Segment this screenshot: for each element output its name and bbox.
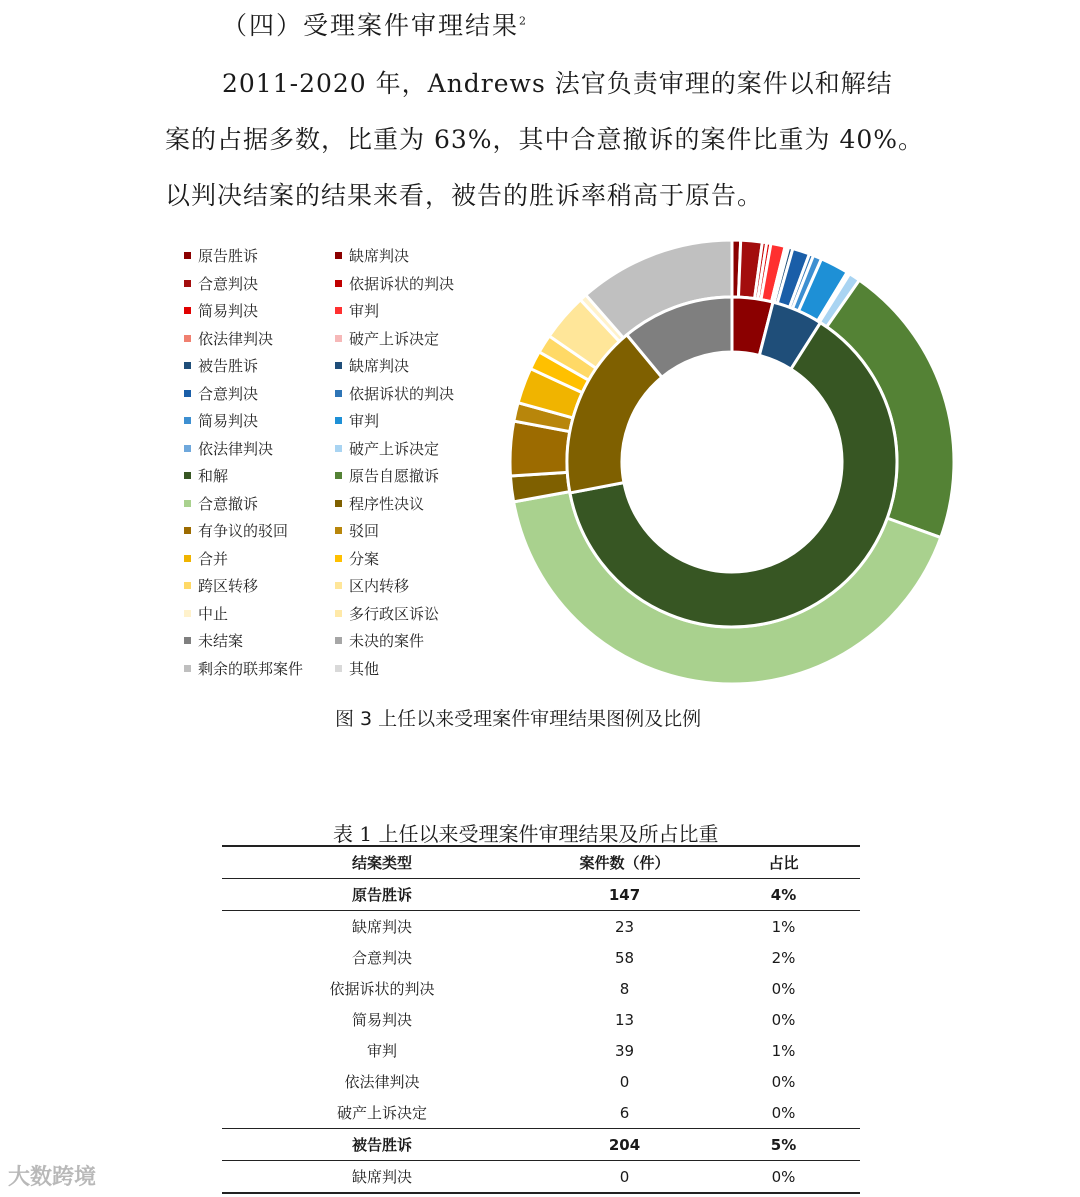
- legend-swatch: [184, 665, 191, 672]
- cell-type: 缺席判决: [351, 918, 412, 936]
- legend-label: 破产上诉决定: [349, 439, 440, 458]
- legend-swatch: [184, 362, 191, 369]
- legend-swatch: [184, 472, 191, 479]
- legend-item: [184, 356, 258, 376]
- paragraph-line-3: 以判决结案的结果来看，被告的胜诉率稍高于原告。: [165, 181, 764, 210]
- legend-label: 有争议的驳回: [198, 522, 289, 540]
- table-caption: 表 1 上任以来受理案件审理结果及所占比重: [333, 822, 719, 846]
- legend-item: [184, 274, 258, 294]
- legend-item: [184, 246, 258, 266]
- cell-type: 依法律判决: [344, 1073, 420, 1091]
- legend-item: [335, 384, 454, 404]
- header-share: 占比: [707, 846, 860, 879]
- legend-swatch: [335, 252, 342, 259]
- cell-type: 简易判决: [351, 1011, 412, 1029]
- legend-swatch: [335, 390, 342, 397]
- table-row: [222, 1097, 860, 1129]
- legend-swatch: [184, 390, 191, 397]
- legend-swatch: [335, 527, 342, 534]
- legend-label: 程序性决议: [349, 494, 425, 513]
- cell-count: 147: [542, 879, 707, 911]
- legend-item: [335, 246, 409, 266]
- legend-label: 分案: [349, 549, 380, 568]
- legend-label: 剩余的联邦案件: [198, 659, 304, 678]
- legend-swatch: [184, 555, 191, 562]
- cell-share: 1%: [771, 1041, 796, 1060]
- legend-label: 多行政区诉讼: [349, 604, 440, 623]
- cell-count: 13: [614, 1010, 635, 1029]
- header-count: 案件数（件）: [542, 846, 707, 879]
- legend-item: [184, 384, 258, 404]
- legend-swatch: [184, 280, 191, 287]
- legend-swatch: [184, 637, 191, 644]
- legend-swatch: [335, 610, 342, 617]
- cell-share: 5%: [707, 1129, 860, 1161]
- legend-item: [184, 301, 258, 321]
- legend-swatch: [335, 445, 342, 452]
- legend-swatch: [184, 417, 191, 424]
- legend-swatch: [335, 335, 342, 342]
- legend-label: 依据诉状的判决: [349, 274, 455, 293]
- legend-swatch: [335, 637, 342, 644]
- results-table: [222, 845, 860, 1194]
- table-row: [222, 1004, 860, 1035]
- legend-item: [335, 356, 409, 376]
- cell-share: 0%: [771, 979, 796, 998]
- footnote-marker[interactable]: 2: [519, 14, 529, 28]
- table-row: [222, 1066, 860, 1097]
- cell-count: 0: [542, 1161, 707, 1194]
- legend-label: 跨区转移: [198, 577, 259, 595]
- legend-label: 合并: [198, 549, 229, 568]
- legend-label: 驳回: [349, 522, 380, 540]
- legend-label: 其他: [349, 659, 380, 678]
- cell-count: 8: [619, 979, 630, 998]
- legend-item: [184, 631, 243, 651]
- legend-label: 未决的案件: [349, 632, 425, 650]
- legend-item: [335, 494, 424, 514]
- legend-item: [184, 494, 258, 514]
- legend-swatch: [335, 417, 342, 424]
- legend-label: 和解: [198, 467, 229, 485]
- legend-swatch: [335, 362, 342, 369]
- paragraph-line-2: 案的占据多数，比重为 63%，其中合意撤诉的案件比重为 40%。: [165, 125, 925, 154]
- legend-label: 缺席判决: [349, 357, 410, 375]
- legend-label: 破产上诉决定: [349, 329, 440, 348]
- legend-label: 缺席判决: [349, 247, 410, 265]
- legend-label: 合意判决: [198, 274, 259, 293]
- paragraph-line-1: 2011-2020 年，Andrews 法官负责审理的案件以和解结: [222, 69, 893, 98]
- legend-swatch: [184, 527, 191, 534]
- legend-item: [335, 274, 454, 294]
- legend-item: [335, 439, 439, 459]
- cell-count: 204: [542, 1129, 707, 1161]
- legend-label: 被告胜诉: [198, 357, 259, 375]
- table-row: [222, 1161, 860, 1194]
- table-group-row: [222, 1129, 860, 1161]
- legend-item: [335, 411, 379, 431]
- legend-swatch: [184, 610, 191, 617]
- legend-item: [335, 604, 439, 624]
- legend-item: [335, 329, 439, 349]
- legend-label: 审判: [349, 302, 380, 320]
- legend-label: 审判: [349, 412, 380, 430]
- legend-label: 简易判决: [198, 412, 259, 430]
- legend-swatch: [335, 307, 342, 314]
- legend-item: [184, 659, 303, 679]
- cell-type: 被告胜诉: [222, 1129, 542, 1161]
- legend-item: [184, 521, 288, 541]
- table-row: [222, 1035, 860, 1066]
- legend-item: [184, 466, 228, 486]
- legend-item: [184, 439, 273, 459]
- legend-label: 区内转移: [349, 577, 410, 595]
- legend-swatch: [184, 252, 191, 259]
- cell-share: 0%: [707, 1161, 860, 1194]
- table-row: [222, 973, 860, 1004]
- legend-label: 依据诉状的判决: [349, 384, 455, 403]
- cell-type: 依据诉状的判决: [329, 980, 435, 998]
- legend-item: [335, 521, 379, 541]
- legend-swatch: [335, 555, 342, 562]
- table-group-row: [222, 879, 860, 911]
- legend-label: 原告胜诉: [198, 247, 259, 265]
- legend-swatch: [335, 500, 342, 507]
- legend-swatch: [335, 665, 342, 672]
- legend-label: 原告自愿撤诉: [349, 467, 440, 485]
- legend-label: 合意判决: [198, 384, 259, 403]
- cell-count: 0: [619, 1072, 630, 1091]
- legend-swatch: [335, 280, 342, 287]
- table-header-row: [222, 846, 860, 879]
- cell-type: 原告胜诉: [222, 879, 542, 911]
- legend-item: [335, 576, 409, 596]
- legend-swatch: [184, 307, 191, 314]
- figure-caption: 图 3 上任以来受理案件审理结果图例及比例: [335, 708, 702, 730]
- legend-item: [184, 329, 273, 349]
- cell-share: 4%: [707, 879, 860, 911]
- legend-label: 合意撤诉: [198, 494, 259, 513]
- legend-item: [335, 549, 379, 569]
- legend-label: 依法律判决: [198, 439, 274, 458]
- cell-count: 23: [614, 917, 635, 936]
- legend-item: [184, 604, 228, 624]
- legend-swatch: [335, 472, 342, 479]
- legend-item: [335, 301, 379, 321]
- cell-share: 1%: [771, 917, 796, 936]
- cell-type: 审判: [366, 1042, 397, 1060]
- legend-label: 中止: [198, 604, 229, 623]
- section-heading: （四）受理案件审理结果$^2$: [222, 11, 529, 40]
- legend-item: [184, 549, 228, 569]
- cell-share: 2%: [771, 948, 796, 967]
- legend-item: [335, 631, 424, 651]
- legend-swatch: [184, 500, 191, 507]
- legend-item: [184, 411, 258, 431]
- table-row: [222, 942, 860, 973]
- legend-swatch: [184, 582, 191, 589]
- cell-share: 0%: [771, 1010, 796, 1029]
- legend-item: [335, 466, 439, 486]
- legend-swatch: [184, 335, 191, 342]
- legend-label: 未结案: [198, 632, 244, 650]
- cell-share: 0%: [771, 1072, 796, 1091]
- cell-type: 合意判决: [351, 949, 412, 967]
- cell-type: 破产上诉决定: [336, 1104, 427, 1122]
- cell-count: 58: [614, 948, 635, 967]
- cell-count: 39: [614, 1041, 635, 1060]
- nested-donut-chart: [510, 240, 955, 685]
- legend-swatch: [335, 582, 342, 589]
- table-row: [222, 911, 860, 943]
- watermark-logo: 大数跨境: [8, 1165, 97, 1190]
- legend-item: [335, 659, 379, 679]
- legend-label: 依法律判决: [198, 329, 274, 348]
- legend-label: 简易判决: [198, 302, 259, 320]
- cell-count: 6: [619, 1103, 630, 1122]
- cell-share: 0%: [771, 1103, 796, 1122]
- legend-swatch: [184, 445, 191, 452]
- cell-type: 缺席判决: [222, 1161, 542, 1194]
- legend-item: [184, 576, 258, 596]
- header-type: 结案类型: [222, 846, 542, 879]
